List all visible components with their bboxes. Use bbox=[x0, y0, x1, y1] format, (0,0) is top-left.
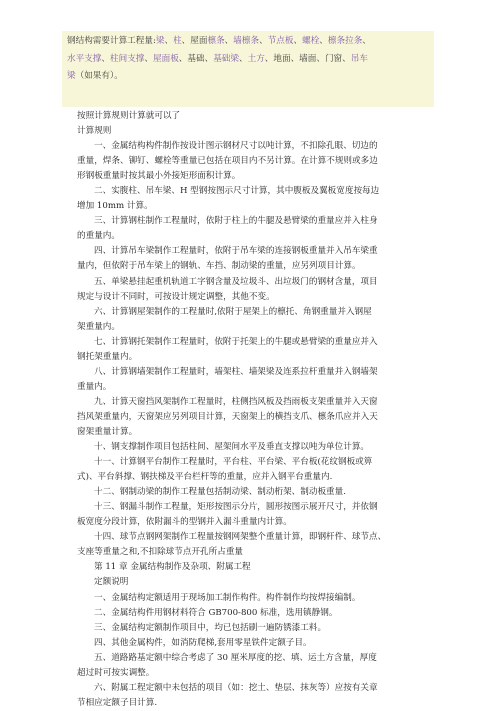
text-line: 重量，焊条、铆钉、螺栓等重量已包括在项目内不另计算。在计算不规则或多边 bbox=[77, 156, 378, 167]
text-line: 钢托架重量内。 bbox=[77, 351, 138, 362]
text-line: 一、金属结构构件制作按设计图示钢材尺寸以吨计算，不扣除孔眼、切边的 bbox=[94, 141, 378, 152]
text-line: 五、单梁悬挂起重机轨道工字钢含量及垃圾斗、出垃圾门的钢材含量，项目 bbox=[94, 276, 378, 287]
text-line: 按照计算规则计算就可以了 bbox=[77, 111, 181, 121]
text-line: 七、计算钢托架制作工程量时，依附于托架上的牛腿或悬臂梁的重量应并入 bbox=[94, 336, 378, 347]
separator: 、 bbox=[144, 53, 153, 64]
separator: 、 bbox=[362, 36, 371, 46]
text-line: 十三、钢漏斗制作工程量，矩形按图示分片，圆形按图示展开尺寸，并依钢 bbox=[94, 502, 378, 513]
text-line: 十一、计算钢平台制作工程量时，平台柱、平台梁、平台板(花纹钢板或箅 bbox=[94, 457, 373, 468]
text-line: 六、计算钢屋架制作的工程量时,依附于屋架上的檩托、角钢重量并入钢屋 bbox=[94, 306, 372, 317]
text-line: 节相应定额子目计算. bbox=[77, 697, 158, 708]
text-line: 三、计算钢柱制作工程量时，依附于柱上的牛腿及悬臂梁的重量应并入柱身 bbox=[94, 216, 378, 227]
keyword-link[interactable]: 柱 bbox=[173, 36, 182, 46]
text-line: 挡风架重量内，天窗架应另列项目计算，天窗架上的横挡支爪、檩条爪应并入天 bbox=[77, 411, 378, 422]
text-line: 十四、球节点钢网架制作工程量按钢网架整个重量计算，即钢杆件、球节点、 bbox=[94, 532, 387, 543]
keyword-link[interactable]: 梁 bbox=[155, 36, 165, 46]
text-line: 形钢板重量时按其最小外接矩形面积计算。 bbox=[77, 171, 241, 182]
separator: 、基础、 bbox=[178, 53, 214, 64]
text-line: 超过时可按实调整。 bbox=[77, 667, 155, 678]
keyword-link[interactable]: 屋面板 bbox=[153, 53, 179, 64]
summary-prefix: 钢结构需要计算工程量: bbox=[67, 36, 156, 46]
keyword-link[interactable]: 梁 bbox=[67, 71, 76, 82]
text-line: 窗架重量计算。 bbox=[77, 426, 138, 437]
text-line: 五、道路路基定额中综合考虑了 30 厘米厚度的挖、填、运土方含量，厚度 bbox=[94, 652, 377, 663]
separator: 、 bbox=[259, 36, 268, 46]
summary-line-2 bbox=[67, 51, 429, 69]
separator: 、 bbox=[101, 53, 110, 64]
keyword-link[interactable]: 柱间支撑 bbox=[110, 53, 145, 64]
text-line: 重量内。 bbox=[77, 381, 112, 392]
text-line: 二、实腹柱、吊车梁、H 型钢按图示尺寸计算，其中腹板及翼板宽度按每边 bbox=[94, 186, 380, 197]
text-line: 支座等重量之和,不扣除球节点开孔所占重量 bbox=[77, 547, 244, 558]
text-line: 四、计算吊车梁制作工程量时，依附于吊车梁的连接钢板重量并入吊车梁重 bbox=[94, 246, 378, 257]
keyword-link[interactable]: 水平支撑 bbox=[67, 53, 102, 64]
separator: 、 bbox=[319, 36, 328, 46]
text-line: 十二、钢制动梁的制作工程量包括制动梁、制动桁架、制动板重量. bbox=[94, 487, 346, 498]
keyword-link[interactable]: 基础梁 bbox=[213, 53, 239, 64]
text-line: 二、金属结构件用钢材料符合 GB700-800 标准，选用镇静钢。 bbox=[94, 607, 338, 618]
text-line: 式)、平台斜撑、钢扶梯及平台栏杆等的重量，应并入钢平台重量内. bbox=[77, 472, 333, 483]
summary-line-3 bbox=[67, 68, 429, 86]
text-line: 十、钢支撑制作项目包括柱间、屋架间水平及垂直支撑以吨为单位计算。 bbox=[94, 442, 370, 453]
text-line: 增加 10mm 计算。 bbox=[77, 201, 153, 212]
keyword-link[interactable]: 檩条 bbox=[207, 36, 225, 46]
section-heading: 定额说明 bbox=[94, 577, 129, 588]
keyword-link[interactable]: 檩条拉条 bbox=[327, 36, 363, 46]
separator: 、 bbox=[293, 36, 303, 46]
text-line: 量内，但依附于吊车梁上的钢轨、车挡、制动梁的重量，应另列项目计算。 bbox=[77, 261, 361, 272]
summary-line-1 bbox=[67, 33, 429, 51]
text-line: 六、附属工程定额中未包括的项目（如：挖土、垫层、抹灰等）应按有关章 bbox=[94, 682, 378, 693]
keyword-link[interactable]: 螺栓 bbox=[302, 36, 320, 46]
separator: 、 bbox=[224, 36, 234, 46]
separator: 、 bbox=[238, 53, 248, 64]
text-line: 架重量内。 bbox=[77, 321, 120, 332]
summary-suffix: （如果有）。 bbox=[75, 71, 123, 82]
separator: 、地面、墙面、门窗、 bbox=[264, 53, 351, 64]
text-line: 一、金属结构定额适用于现场加工制作构件。构件制作均按焊接编制。 bbox=[94, 592, 361, 603]
keyword-link[interactable]: 吊车 bbox=[350, 53, 368, 64]
text-line: 规定与设计不同时，可按设计规定调整，其他不变。 bbox=[77, 291, 275, 302]
separator: 、屋面 bbox=[181, 36, 208, 46]
section-heading: 计算规则 bbox=[77, 126, 112, 137]
text-line: 八、计算钢墙架制作工程量时，墙架柱、墙架梁及连系拉杆重量并入钢墙架 bbox=[94, 366, 378, 377]
text-line: 板宽度分段计算，依附漏斗的型钢并入漏斗重量内计算。 bbox=[77, 517, 292, 528]
keyword-link[interactable]: 墙檩条 bbox=[233, 36, 260, 46]
body-text bbox=[77, 109, 431, 711]
chapter-heading: 第 11 章 金属结构制作及杂项、附属工程 bbox=[94, 562, 251, 573]
text-line: 的重量内。 bbox=[77, 231, 120, 242]
text-line: 四、其他金属构件，如消防爬梯,套用零星铁件定额子目。 bbox=[94, 637, 312, 648]
keyword-link[interactable]: 土方 bbox=[247, 53, 265, 64]
text-line: 九、计算天窗挡风架制作工程量时，柱侧挡风板及挡雨板支架重量并入天窗 bbox=[94, 396, 378, 407]
text-line: 三、金属结构定额制作项目中，均已包括刷一遍防锈漆工料。 bbox=[94, 622, 327, 633]
separator: 、 bbox=[164, 36, 174, 46]
keyword-link[interactable]: 节点板 bbox=[267, 36, 294, 46]
highlighted-summary bbox=[62, 31, 434, 107]
